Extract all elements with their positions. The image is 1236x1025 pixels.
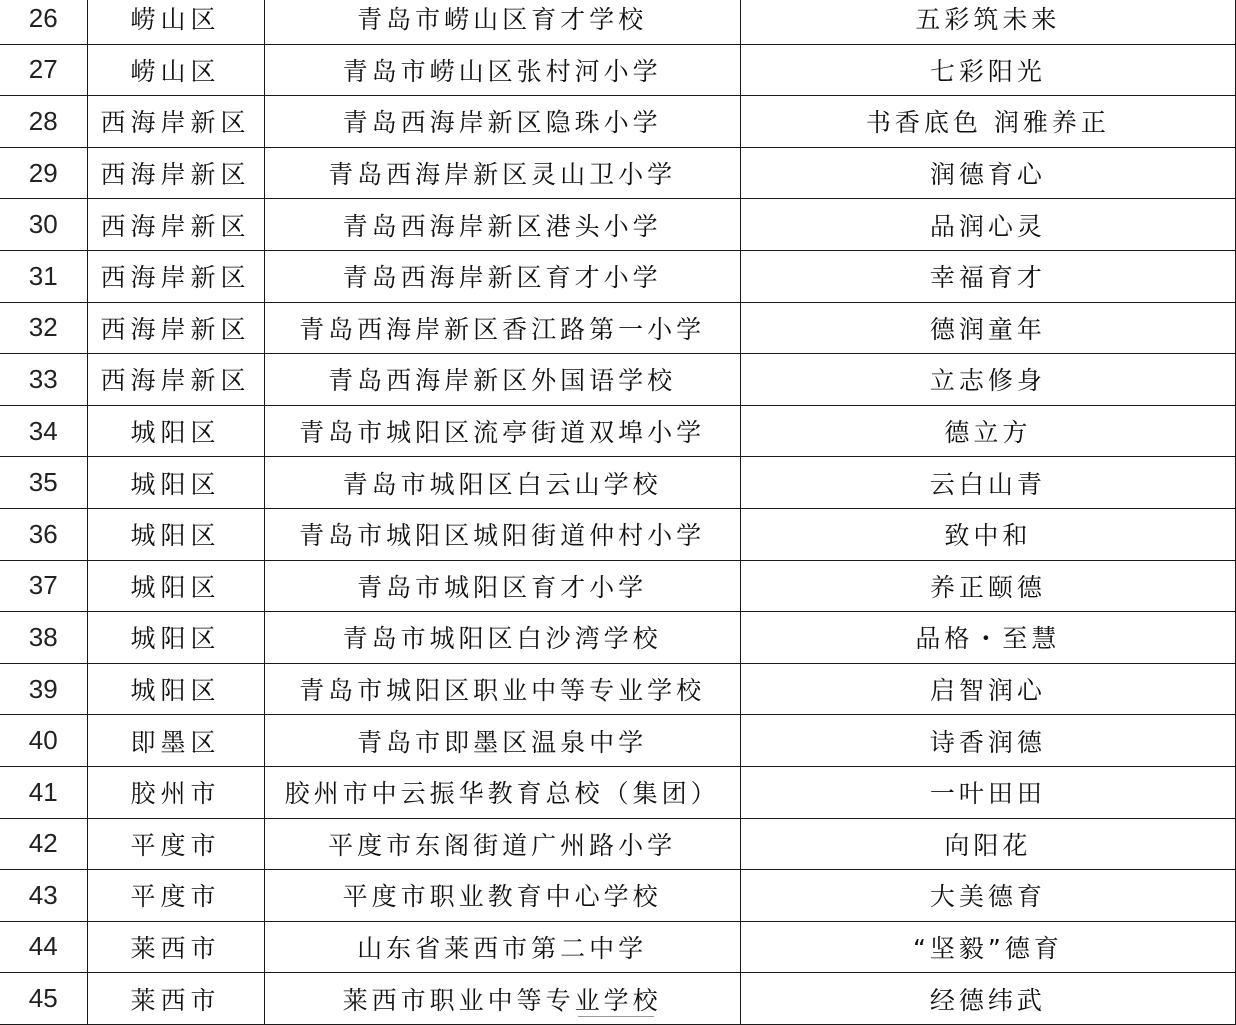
theme-cell: “坚毅”德育	[740, 921, 1235, 973]
school-name-cell: 青岛市城阳区职业中等专业学校	[264, 663, 740, 715]
table-row	[0, 560, 1236, 612]
row-number-cell: 43	[0, 870, 87, 922]
table-row	[0, 0, 1236, 44]
theme-cell: 启智润心	[740, 663, 1235, 715]
table-row	[0, 715, 1236, 767]
row-number-cell: 40	[0, 715, 87, 767]
row-number-cell: 39	[0, 663, 87, 715]
district-cell: 城阳区	[87, 405, 264, 457]
theme-cell: 向阳花	[740, 818, 1235, 870]
school-name-cell: 青岛市即墨区温泉中学	[264, 715, 740, 767]
district-cell: 崂山区	[87, 44, 264, 96]
district-cell: 城阳区	[87, 612, 264, 664]
district-cell: 西海岸新区	[87, 302, 264, 354]
theme-cell: 书香底色 润雅养正	[740, 96, 1235, 148]
table-row	[0, 612, 1236, 664]
theme-cell: 云白山青	[740, 457, 1235, 509]
theme-cell: 德润童年	[740, 302, 1235, 354]
table-row	[0, 250, 1236, 302]
school-name-cell: 青岛市城阳区白沙湾学校	[264, 612, 740, 664]
row-number-cell: 45	[0, 973, 87, 1025]
district-cell: 西海岸新区	[87, 354, 264, 406]
theme-cell: 诗香润德	[740, 715, 1235, 767]
school-name-cell: 山东省莱西市第二中学	[264, 921, 740, 973]
table-row	[0, 354, 1236, 406]
row-number-cell: 44	[0, 921, 87, 973]
district-cell: 西海岸新区	[87, 96, 264, 148]
school-name-cell: 青岛西海岸新区隐珠小学	[264, 96, 740, 148]
school-name-cell: 青岛西海岸新区港头小学	[264, 199, 740, 251]
school-name-cell: 青岛西海岸新区外国语学校	[264, 354, 740, 406]
district-cell: 西海岸新区	[87, 199, 264, 251]
table-row	[0, 199, 1236, 251]
theme-cell: 品润心灵	[740, 199, 1235, 251]
row-number-cell: 32	[0, 302, 87, 354]
district-cell: 胶州市	[87, 766, 264, 818]
district-cell: 西海岸新区	[87, 147, 264, 199]
district-cell: 城阳区	[87, 508, 264, 560]
table-row	[0, 147, 1236, 199]
row-number-cell: 37	[0, 560, 87, 612]
school-name-cell: 莱西市职业中等专业学校	[264, 973, 740, 1025]
school-name-cell: 平度市东阁街道广州路小学	[264, 818, 740, 870]
table-row	[0, 870, 1236, 922]
row-number-cell: 36	[0, 508, 87, 560]
theme-cell: 品格・至慧	[740, 612, 1235, 664]
school-name-cell: 青岛市城阳区白云山学校	[264, 457, 740, 509]
district-cell: 即墨区	[87, 715, 264, 767]
row-number-cell: 29	[0, 147, 87, 199]
theme-cell: 致中和	[740, 508, 1235, 560]
table-row	[0, 457, 1236, 509]
district-cell: 平度市	[87, 818, 264, 870]
table-row	[0, 302, 1236, 354]
table-row	[0, 663, 1236, 715]
theme-cell: 幸福育才	[740, 250, 1235, 302]
row-number-cell: 28	[0, 96, 87, 148]
theme-cell: 七彩阳光	[740, 44, 1235, 96]
district-cell: 城阳区	[87, 663, 264, 715]
district-cell: 莱西市	[87, 921, 264, 973]
district-cell: 平度市	[87, 870, 264, 922]
district-cell: 城阳区	[87, 560, 264, 612]
theme-cell: 五彩筑未来	[740, 0, 1235, 44]
table-row	[0, 405, 1236, 457]
school-name-cell: 青岛西海岸新区香江路第一小学	[264, 302, 740, 354]
district-cell: 西海岸新区	[87, 250, 264, 302]
row-number-cell: 41	[0, 766, 87, 818]
theme-cell: 德立方	[740, 405, 1235, 457]
theme-cell: 一叶田田	[740, 766, 1235, 818]
school-name-cell: 青岛市崂山区育才学校	[264, 0, 740, 44]
row-number-cell: 42	[0, 818, 87, 870]
table-row	[0, 96, 1236, 148]
theme-cell: 大美德育	[740, 870, 1235, 922]
school-name-cell: 青岛市崂山区张村河小学	[264, 44, 740, 96]
school-name-cell: 青岛市城阳区育才小学	[264, 560, 740, 612]
row-number-cell: 31	[0, 250, 87, 302]
school-name-cell: 胶州市中云振华教育总校（集团）	[264, 766, 740, 818]
school-name-cell: 青岛西海岸新区育才小学	[264, 250, 740, 302]
row-number-cell: 26	[0, 0, 87, 44]
theme-cell: 经德纬武	[740, 973, 1235, 1025]
district-cell: 莱西市	[87, 973, 264, 1025]
theme-cell: 润德育心	[740, 147, 1235, 199]
school-name-cell: 青岛市城阳区城阳街道仲村小学	[264, 508, 740, 560]
row-number-cell: 34	[0, 405, 87, 457]
theme-cell: 立志修身	[740, 354, 1235, 406]
row-number-cell: 38	[0, 612, 87, 664]
table-row	[0, 921, 1236, 973]
table-row	[0, 508, 1236, 560]
table-row	[0, 818, 1236, 870]
table-row	[0, 766, 1236, 818]
district-cell: 崂山区	[87, 0, 264, 44]
row-number-cell: 27	[0, 44, 87, 96]
theme-cell: 养正颐德	[740, 560, 1235, 612]
row-number-cell: 35	[0, 457, 87, 509]
row-number-cell: 33	[0, 354, 87, 406]
district-cell: 城阳区	[87, 457, 264, 509]
school-name-cell: 平度市职业教育中心学校	[264, 870, 740, 922]
school-name-cell: 青岛西海岸新区灵山卫小学	[264, 147, 740, 199]
school-name-cell: 青岛市城阳区流亭街道双埠小学	[264, 405, 740, 457]
row-number-cell: 30	[0, 199, 87, 251]
table-row	[0, 44, 1236, 96]
